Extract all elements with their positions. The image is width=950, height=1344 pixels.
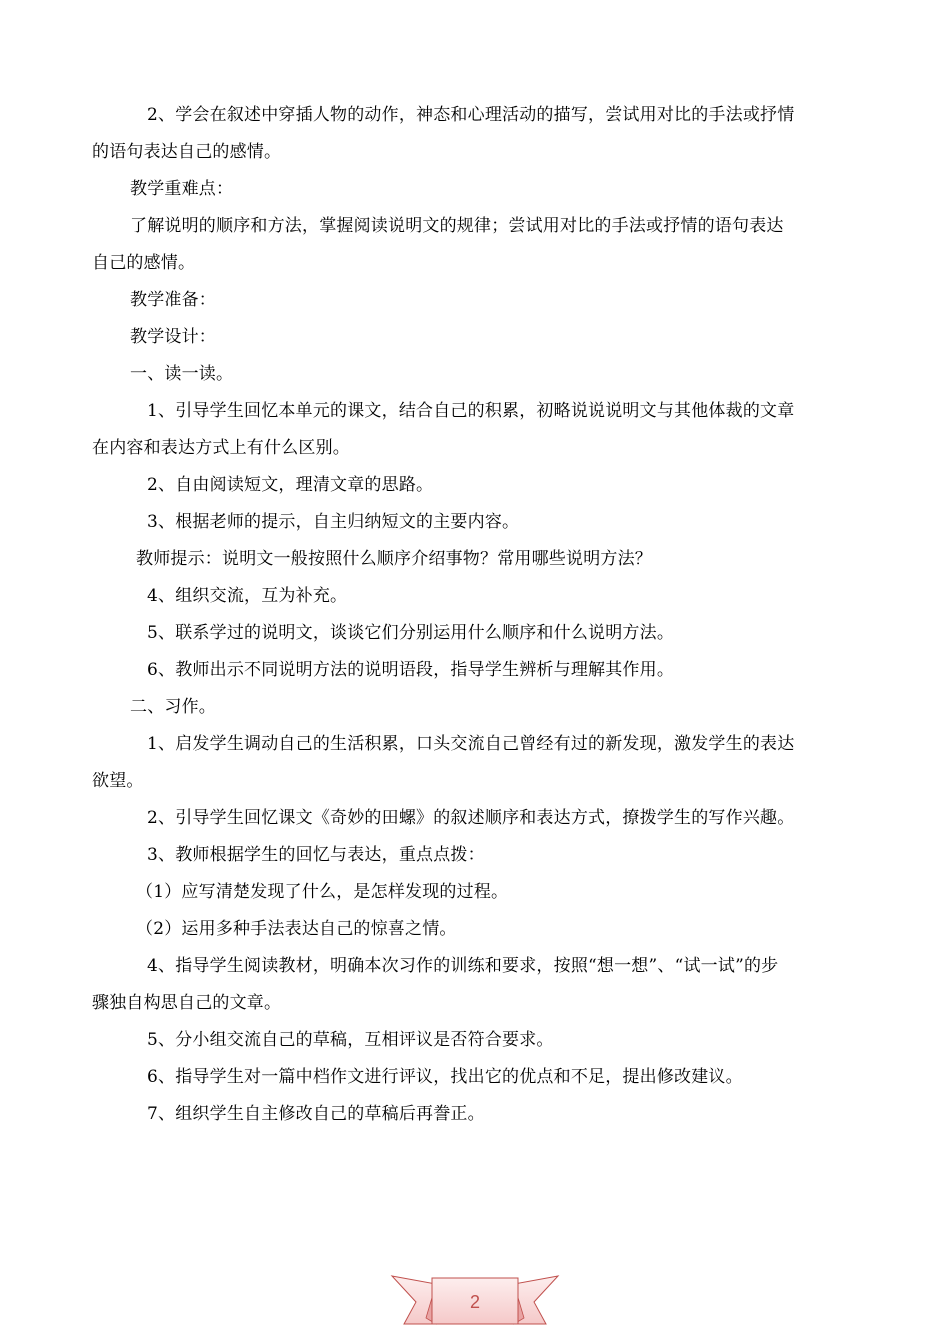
paragraph-line: 4、组织交流，互为补充。 [147, 586, 348, 606]
page-number: 2 [469, 1292, 480, 1312]
paragraph-line: 教师提示：说明文一般按照什么顺序介绍事物？常用哪些说明方法？ [136, 549, 652, 569]
paragraph-line: （2）运用多种手法表达自己的惊喜之情。 [136, 919, 457, 939]
paragraph-line: 1、启发学生调动自己的生活积累，口头交流自己曾经有过的新发现，激发学生的表达 [147, 734, 795, 754]
paragraph-line: 在内容和表达方式上有什么区别。 [92, 438, 350, 458]
paragraph-line: 教学重难点： [130, 179, 234, 199]
paragraph-line: 3、根据老师的提示，自主归纳短文的主要内容。 [147, 512, 520, 532]
paragraph-line: （1）应写清楚发现了什么，是怎样发现的过程。 [136, 882, 509, 902]
paragraph-line: 一、读一读。 [130, 364, 234, 384]
paragraph-line: 了解说明的顺序和方法，掌握阅读说明文的规律；尝试用对比的手法或抒情的语句表达 [130, 216, 784, 236]
document-body [92, 97, 860, 1133]
paragraph-line: 6、教师出示不同说明方法的说明语段，指导学生辨析与理解其作用。 [147, 660, 675, 680]
paragraph-line: 5、分小组交流自己的草稿，互相评议是否符合要求。 [147, 1030, 554, 1050]
paragraph-line: 6、指导学生对一篇中档作文进行评议，找出它的优点和不足，提出修改建议。 [147, 1067, 743, 1087]
paragraph-line: 1、引导学生回忆本单元的课文，结合自己的积累，初略说说说明文与其他体裁的文章 [147, 401, 795, 421]
paragraph-line: 4、指导学生阅读教材，明确本次习作的训练和要求，按照“想一想”、“试一试”的步 [147, 956, 779, 976]
paragraph-line: 自己的感情。 [92, 253, 196, 273]
page-number-ribbon [390, 1270, 560, 1334]
paragraph-line: 二、习作。 [130, 697, 216, 717]
paragraph-line: 3、教师根据学生的回忆与表达，重点点拨： [147, 845, 485, 865]
paragraph-line: 欲望。 [92, 771, 144, 791]
paragraph-line: 教学设计： [130, 327, 216, 347]
paragraph-line: 5、联系学过的说明文，谈谈它们分别运用什么顺序和什么说明方法。 [147, 623, 675, 643]
paragraph-line: 2、自由阅读短文，理清文章的思路。 [147, 475, 434, 495]
paragraph-line: 7、组织学生自主修改自己的草稿后再誊正。 [147, 1104, 485, 1124]
paragraph-line: 2、学会在叙述中穿插人物的动作，神态和心理活动的描写，尝试用对比的手法或抒情 [147, 105, 795, 125]
paragraph-line: 教学准备： [130, 290, 216, 310]
paragraph-line: 2、引导学生回忆课文《奇妙的田螺》的叙述顺序和表达方式，撩拨学生的写作兴趣。 [147, 808, 795, 828]
paragraph-line: 的语句表达自己的感情。 [92, 142, 282, 162]
paragraph-line: 骤独自构思自己的文章。 [92, 993, 282, 1013]
